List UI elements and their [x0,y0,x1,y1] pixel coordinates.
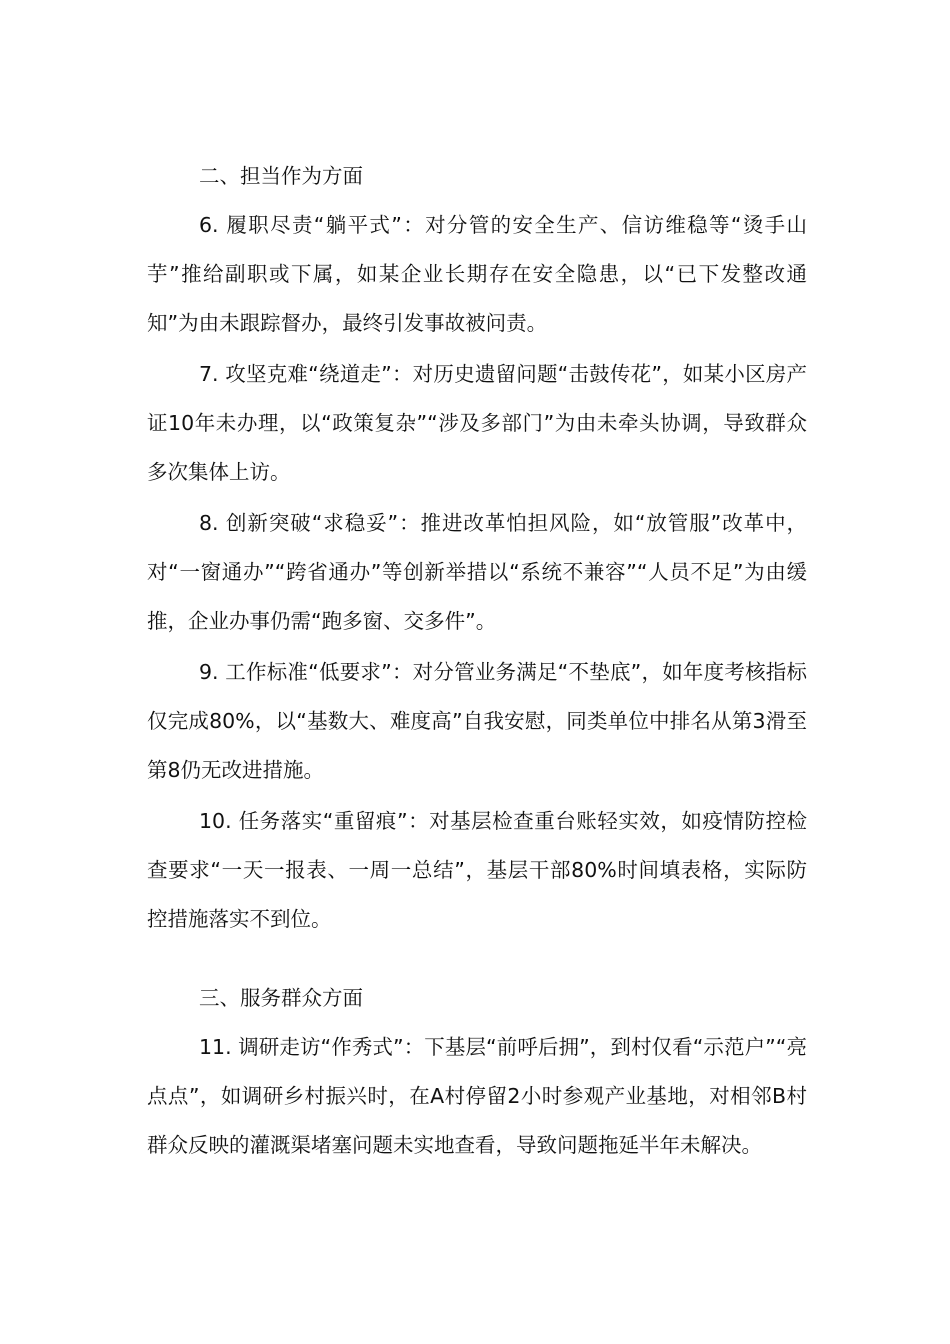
paragraph-item-9: 9. 工作标准“低要求”：对分管业务满足“不垫底”，如年度考核指标仅完成80%，以“基数大、难度高”自我安慰，同类单位中排名从第3滑至第8仍无改进措施。 [147,660,807,782]
section-heading: 三、服务群众方面 [199,986,363,1010]
paragraph-item-10: 10. 任务落实“重留痕”：对基层检查重台账轻实效，如疫情防控检查要求“一天一报表、一周一总结”，基层干部80%时间填表格，实际防控措施落实不到位。 [147,809,807,931]
section-gap [147,946,807,974]
document-body [147,152,807,1172]
paragraph-item-8: 8. 创新突破“求稳妥”：推进改革怕担风险，如“放管服”改革中，对“一窗通办”“跨省通办”等创新举措以“系统不兼容”“人员不足”为由缓推，企业办事仍需“跑多窗、交多件”。 [147,511,807,633]
paragraph-item-6: 6. 履职尽责“躺平式”：对分管的安全生产、信访维稳等“烫手山芋”推给副职或下属，如某企业长期存在安全隐患，以“已下发整改通知”为由未跟踪督办，最终引发事故被问责。 [147,213,807,335]
section-heading: 二、担当作为方面 [199,164,363,188]
paragraph-item-7: 7. 攻坚克难“绕道走”：对历史遗留问题“击鼓传花”，如某小区房产证10年未办理，以“政策复杂”“涉及多部门”为由未牵头协调，导致群众多次集体上访。 [147,362,807,484]
paragraph-item-11: 11. 调研走访“作秀式”：下基层“前呼后拥”，到村仅看“示范户”“亮点点”，如调研乡村振兴时，在A村停留2小时参观产业基地，对相邻B村群众反映的灌溉渠堵塞问题未实地查看，导致问题拖延半年未解决。 [147,1035,807,1157]
